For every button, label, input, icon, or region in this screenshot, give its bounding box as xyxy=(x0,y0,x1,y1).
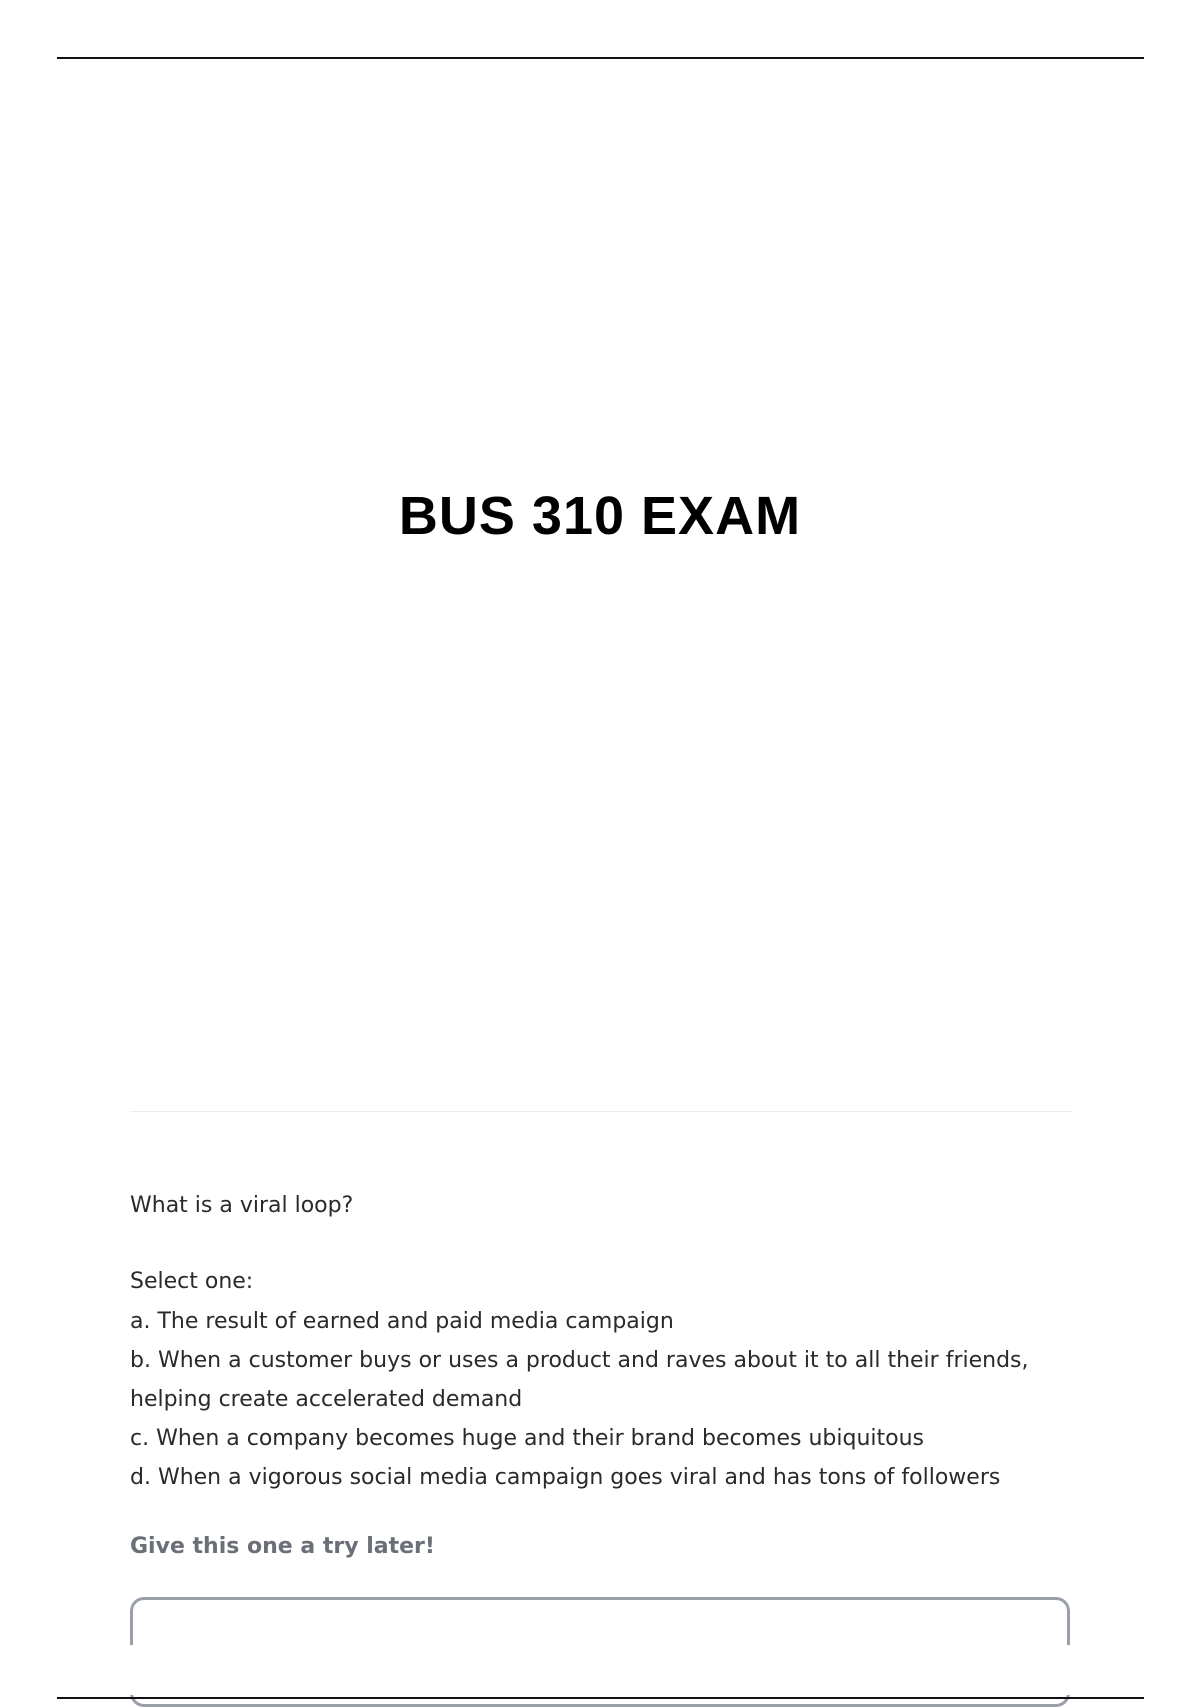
answer-option-d[interactable]: d. When a vigorous social media campaign goes viral and has tons of followers xyxy=(130,1465,1001,1490)
page-bottom-rule xyxy=(57,1697,1144,1699)
answer-options xyxy=(130,1302,1080,1497)
section-divider xyxy=(130,1111,1072,1112)
page-clip xyxy=(0,1645,1200,1695)
document-title: BUS 310 EXAM xyxy=(398,486,802,546)
page-top-rule xyxy=(57,57,1144,59)
answer-option-b[interactable]: b. When a customer buys or uses a product and raves about it to all their friends, helping create accelerated demand xyxy=(130,1348,1029,1412)
answer-option-a[interactable]: a. The result of earned and paid media campaign xyxy=(130,1309,674,1334)
answer-option-c[interactable]: c. When a company becomes huge and their brand becomes ubiquitous xyxy=(130,1426,925,1451)
question-text: What is a viral loop? xyxy=(130,1193,354,1218)
question-block xyxy=(130,1188,1080,1565)
select-prompt: Select one: xyxy=(130,1269,254,1294)
hint-text: Give this one a try later! xyxy=(130,1534,435,1559)
